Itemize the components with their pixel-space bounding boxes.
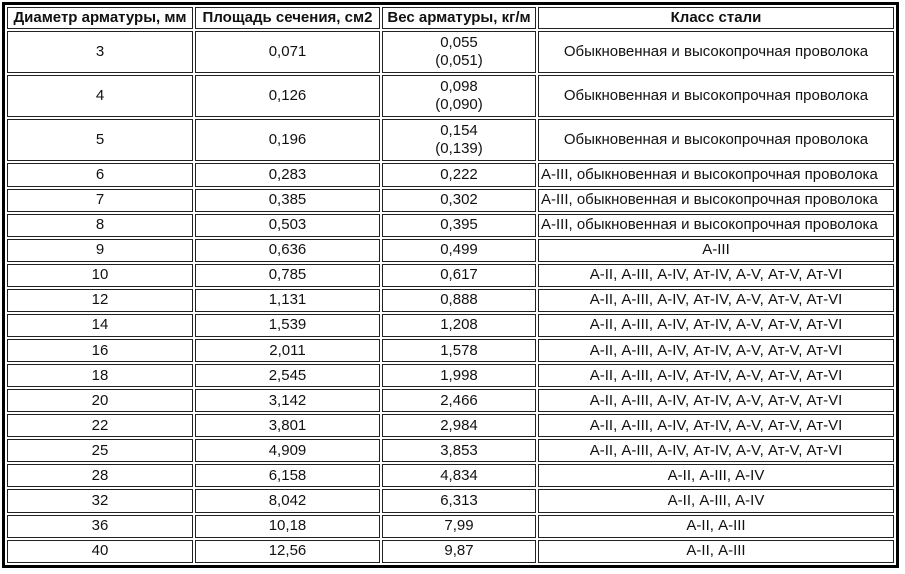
weight-value: 1,998: [440, 366, 478, 384]
table-row: [7, 214, 894, 237]
table-header-row: [7, 7, 894, 29]
cell-steel-class: А-II, А-III, А-IV, Ат-IV, А-V, Ат-V, Ат-VI: [538, 264, 894, 287]
cell-area: 0,283: [195, 163, 380, 186]
cell-area: 0,385: [195, 189, 380, 212]
table-row: [7, 75, 894, 117]
weight-value: 7,99: [444, 517, 474, 535]
weight-value: 4,834: [440, 466, 478, 484]
cell-area: 3,801: [195, 414, 380, 437]
table-row: [7, 489, 894, 512]
cell-steel-class: А-III, обыкновенная и высокопрочная проволока: [538, 214, 894, 237]
cell-steel-class: Обыкновенная и высокопрочная проволока: [538, 75, 894, 117]
weight-value: 0,499: [440, 241, 478, 259]
table-row: [7, 289, 894, 312]
cell-weight: [382, 364, 536, 387]
cell-area: 0,785: [195, 264, 380, 287]
table-row: [7, 540, 894, 563]
cell-area: 0,636: [195, 239, 380, 262]
cell-weight: [382, 264, 536, 287]
cell-steel-class: А-II, А-III, А-IV: [538, 464, 894, 487]
cell-diameter: 25: [7, 439, 193, 462]
weight-value: 6,313: [440, 492, 478, 510]
cell-area: 3,142: [195, 389, 380, 412]
cell-diameter: 18: [7, 364, 193, 387]
rebar-table: [5, 5, 896, 565]
cell-steel-class: Обыкновенная и высокопрочная проволока: [538, 31, 894, 73]
cell-diameter: 14: [7, 314, 193, 337]
cell-area: 2,011: [195, 339, 380, 362]
cell-diameter: 32: [7, 489, 193, 512]
cell-steel-class: А-II, А-III, А-IV, Ат-IV, А-V, Ат-V, Ат-VI: [538, 314, 894, 337]
cell-steel-class: А-II, А-III: [538, 515, 894, 538]
cell-steel-class: А-II, А-III, А-IV: [538, 489, 894, 512]
header-area: Площадь сечения, см2: [195, 7, 380, 29]
cell-area: 0,503: [195, 214, 380, 237]
cell-weight: [382, 189, 536, 212]
weight-value: 0,055: [440, 34, 478, 52]
cell-weight: [382, 119, 536, 161]
cell-area: 0,126: [195, 75, 380, 117]
cell-steel-class: А-II, А-III: [538, 540, 894, 563]
cell-steel-class: А-III, обыкновенная и высокопрочная проволока: [538, 163, 894, 186]
cell-diameter: 10: [7, 264, 193, 287]
cell-weight: [382, 239, 536, 262]
table-row: [7, 439, 894, 462]
weight-alt-value: (0,051): [435, 52, 483, 70]
table-row: [7, 189, 894, 212]
cell-area: 0,071: [195, 31, 380, 73]
cell-diameter: 7: [7, 189, 193, 212]
cell-weight: [382, 389, 536, 412]
table-row: [7, 264, 894, 287]
cell-area: 2,545: [195, 364, 380, 387]
cell-weight: [382, 540, 536, 563]
weight-value: 0,617: [440, 266, 478, 284]
table-row: [7, 364, 894, 387]
table-row: [7, 389, 894, 412]
table-row: [7, 239, 894, 262]
weight-value: 2,984: [440, 416, 478, 434]
cell-diameter: 36: [7, 515, 193, 538]
cell-weight: [382, 75, 536, 117]
cell-steel-class: А-III: [538, 239, 894, 262]
cell-area: 10,18: [195, 515, 380, 538]
cell-diameter: 9: [7, 239, 193, 262]
cell-steel-class: А-II, А-III, А-IV, Ат-IV, А-V, Ат-V, Ат-VI: [538, 289, 894, 312]
weight-value: 0,098: [440, 78, 478, 96]
weight-value: 9,87: [444, 542, 474, 560]
weight-value: 0,888: [440, 291, 478, 309]
cell-weight: [382, 31, 536, 73]
cell-steel-class: А-II, А-III, А-IV, Ат-IV, А-V, Ат-V, Ат-VI: [538, 414, 894, 437]
rebar-table-frame: [2, 2, 899, 568]
cell-area: 1,539: [195, 314, 380, 337]
cell-weight: [382, 289, 536, 312]
cell-steel-class: Обыкновенная и высокопрочная проволока: [538, 119, 894, 161]
table-row: [7, 515, 894, 538]
cell-diameter: 12: [7, 289, 193, 312]
weight-value: 0,302: [440, 191, 478, 209]
cell-weight: [382, 214, 536, 237]
table-row: [7, 414, 894, 437]
header-weight: Вес арматуры, кг/м: [382, 7, 536, 29]
cell-diameter: 40: [7, 540, 193, 563]
cell-area: 0,196: [195, 119, 380, 161]
cell-steel-class: А-II, А-III, А-IV, Ат-IV, А-V, Ат-V, Ат-VI: [538, 364, 894, 387]
table-row: [7, 31, 894, 73]
cell-weight: [382, 163, 536, 186]
weight-value: 1,578: [440, 341, 478, 359]
cell-weight: [382, 314, 536, 337]
header-steel-class: Класс стали: [538, 7, 894, 29]
cell-diameter: 22: [7, 414, 193, 437]
cell-area: 6,158: [195, 464, 380, 487]
cell-area: 1,131: [195, 289, 380, 312]
cell-diameter: 4: [7, 75, 193, 117]
cell-area: 8,042: [195, 489, 380, 512]
cell-weight: [382, 489, 536, 512]
weight-alt-value: (0,139): [435, 140, 483, 158]
cell-area: 12,56: [195, 540, 380, 563]
cell-diameter: 3: [7, 31, 193, 73]
header-diameter: Диаметр арматуры, мм: [7, 7, 193, 29]
weight-value: 2,466: [440, 391, 478, 409]
cell-diameter: 6: [7, 163, 193, 186]
table-row: [7, 339, 894, 362]
cell-weight: [382, 515, 536, 538]
weight-value: 3,853: [440, 441, 478, 459]
table-row: [7, 464, 894, 487]
table-row: [7, 314, 894, 337]
cell-weight: [382, 439, 536, 462]
cell-area: 4,909: [195, 439, 380, 462]
cell-diameter: 28: [7, 464, 193, 487]
weight-value: 1,208: [440, 316, 478, 334]
cell-steel-class: А-II, А-III, А-IV, Ат-IV, А-V, Ат-V, Ат-VI: [538, 439, 894, 462]
cell-diameter: 16: [7, 339, 193, 362]
weight-value: 0,222: [440, 166, 478, 183]
weight-value: 0,154: [440, 122, 478, 140]
table-row: [7, 119, 894, 161]
cell-weight: [382, 414, 536, 437]
cell-diameter: 20: [7, 389, 193, 412]
table-row: [7, 163, 894, 186]
cell-steel-class: А-II, А-III, А-IV, Ат-IV, А-V, Ат-V, Ат-VI: [538, 339, 894, 362]
cell-diameter: 8: [7, 214, 193, 237]
cell-steel-class: А-II, А-III, А-IV, Ат-IV, А-V, Ат-V, Ат-VI: [538, 389, 894, 412]
cell-diameter: 5: [7, 119, 193, 161]
cell-weight: [382, 339, 536, 362]
cell-weight: [382, 464, 536, 487]
weight-value: 0,395: [440, 216, 478, 234]
cell-steel-class: А-III, обыкновенная и высокопрочная проволока: [538, 189, 894, 212]
weight-alt-value: (0,090): [435, 96, 483, 114]
